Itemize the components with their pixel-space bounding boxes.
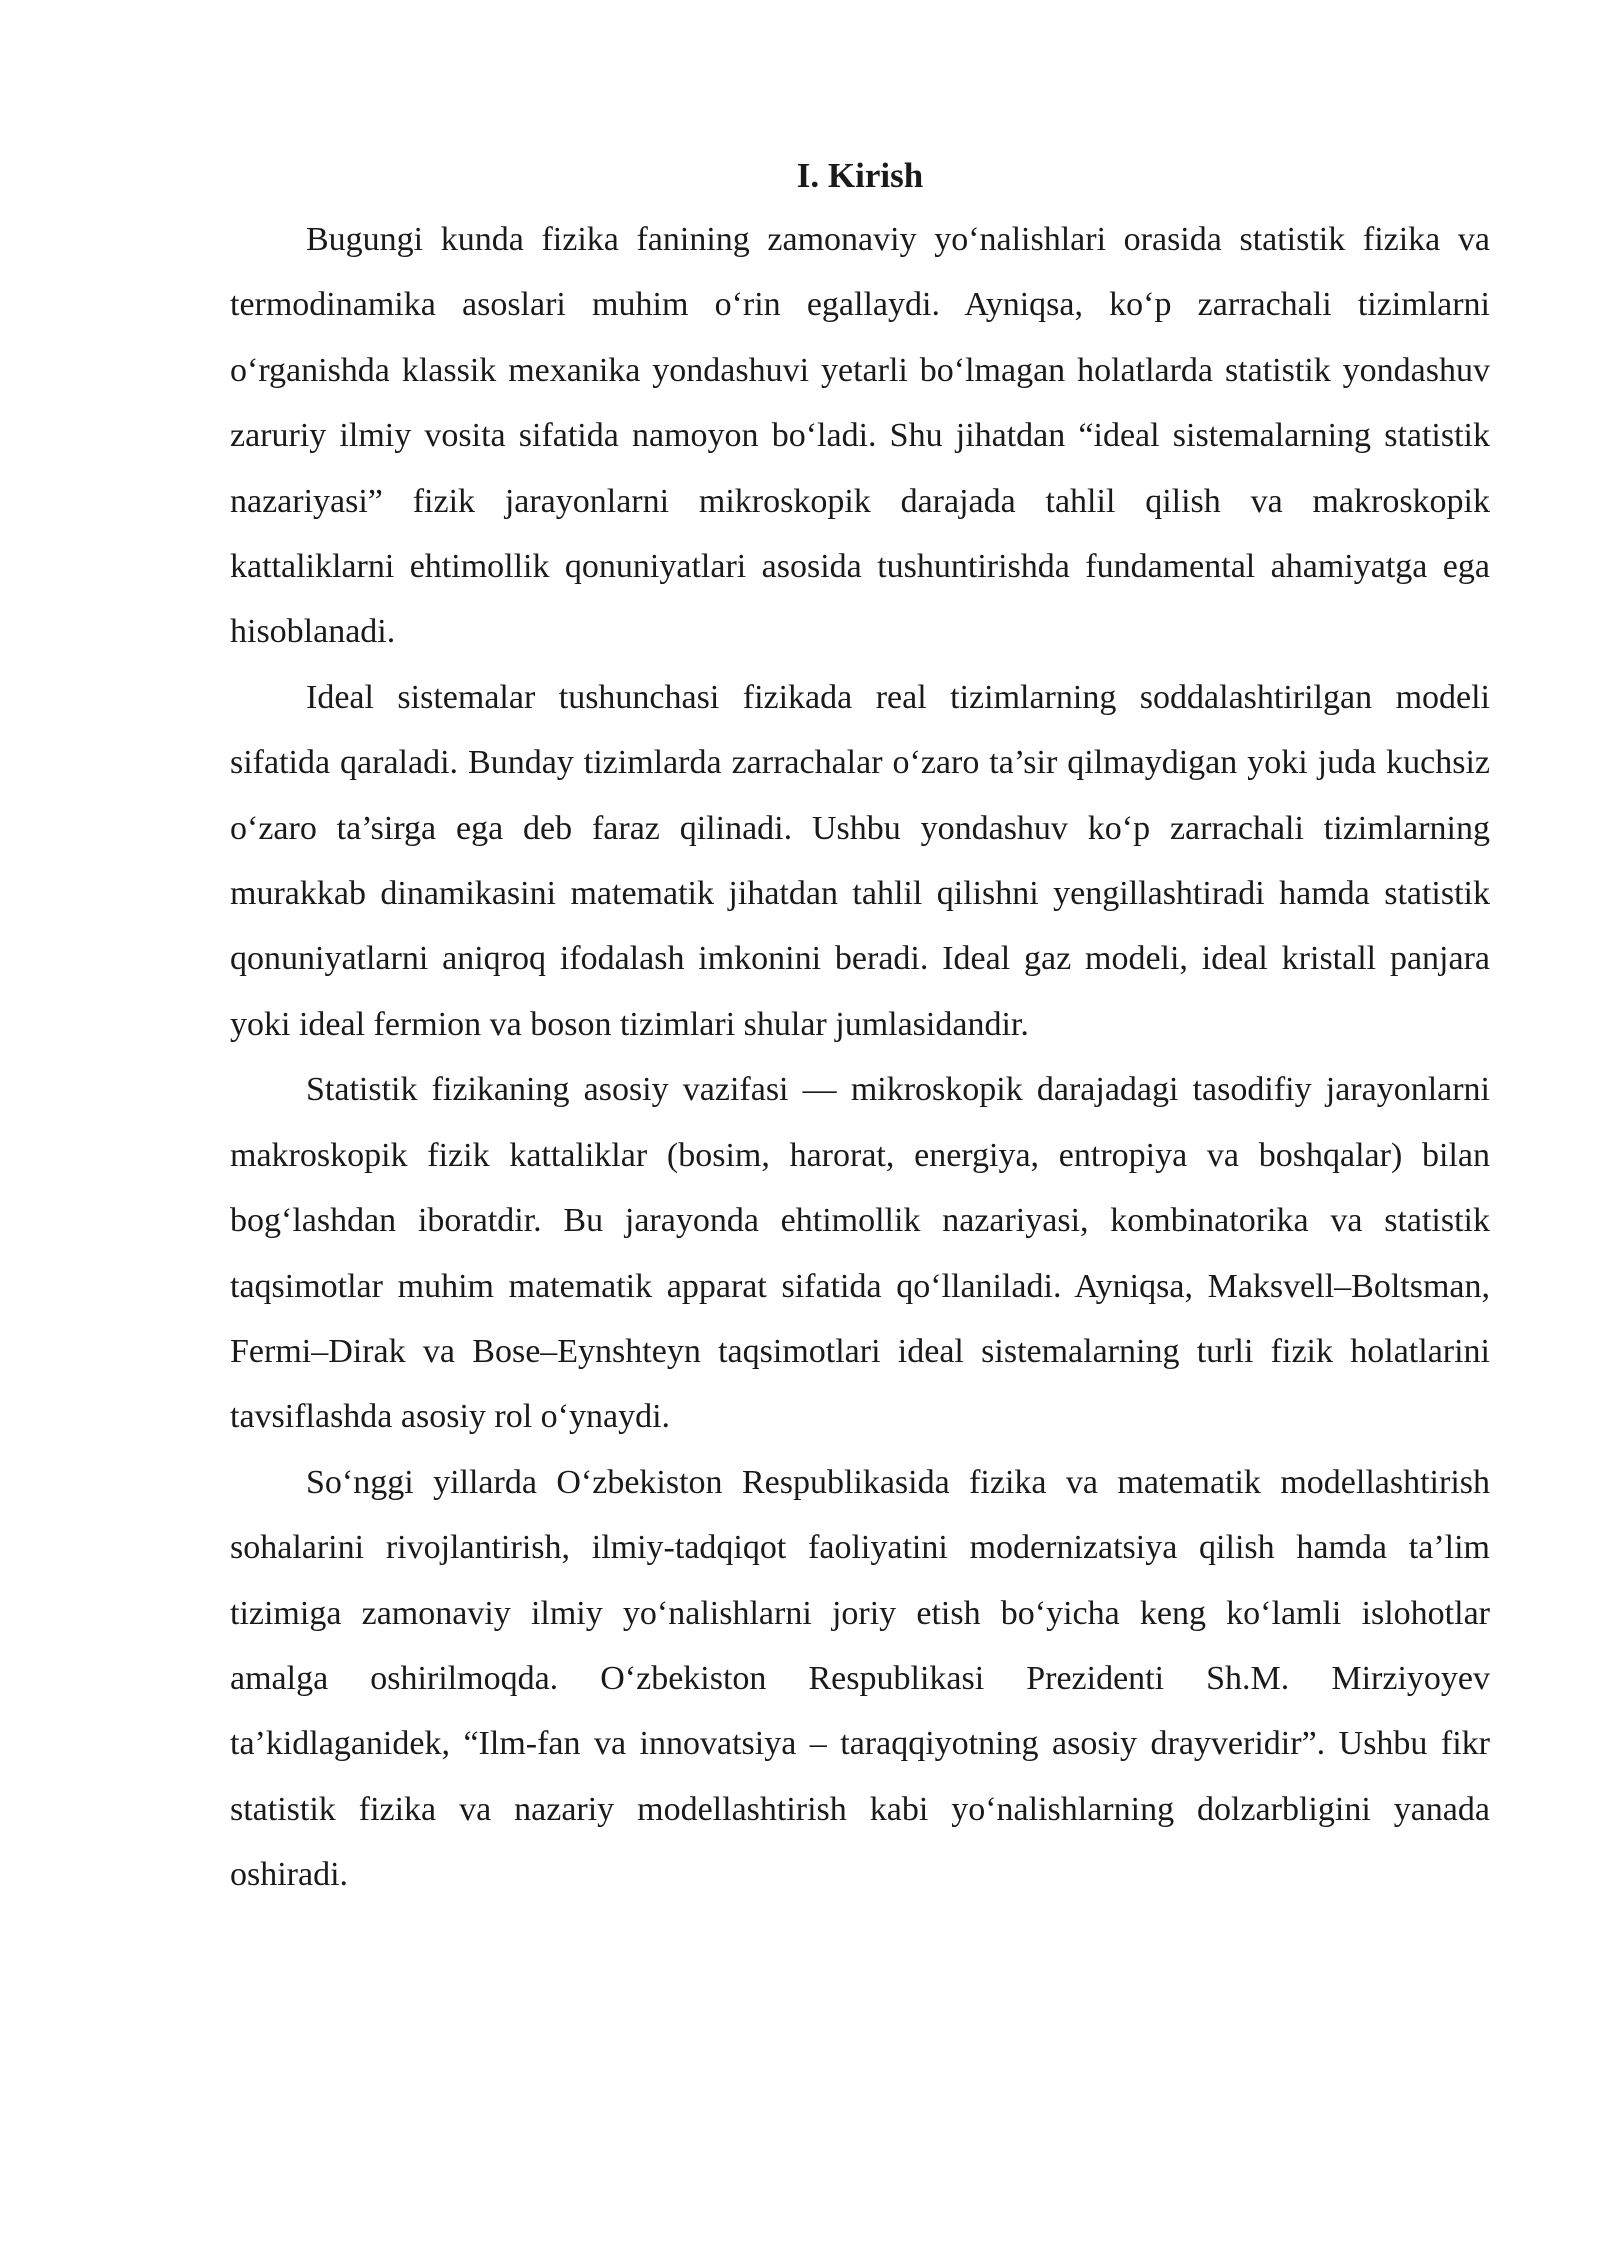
- paragraph-statistical-physics-task: Statistik fizikaning asosiy vazifasi — mikroskopik darajadagi tasodifiy jarayonlarni makroskopik fizik kattaliklar (bosim, harorat, energiya, entropiya va boshqalar) bilan bog‘lashdan iboratdir. Bu jarayonda ehtimollik nazariyasi, kombinatorika va statistik taqsimotlar muhim matematik apparat sifatida qo‘llaniladi. Ayniqsa, Maksvell–Boltsman, Fermi–Dirak va Bose–Eynshteyn taqsimotlari ideal sistemalarning turli fizik holatlarini tavsiflashda asosiy rol o‘ynaydi.: [230, 1071, 1490, 1436]
- paragraph-uzbekistan-reforms: So‘nggi yillarda O‘zbekiston Respublikasida fizika va matematik modellashtirish sohalarini rivojlantirish, ilmiy-tadqiqot faoliyatini modernizatsiya qilish hamda ta’lim tizimiga zamonaviy ilmiy yo‘nalishlarni joriy etish bo‘yicha keng ko‘lamli islohotlar amalga oshirilmoqda. O‘zbekiston Respublikasi Prezidenti Sh.M. Mirziyoyev ta’kidlaganidek, “Ilm-fan va innovatsiya – taraqqiyotning asosiy drayveridir”. Ushbu fikr statistik fizika va nazariy modellashtirish kabi yo‘nalishlarning dolzarbligini yanada oshiradi.: [230, 1463, 1490, 1894]
- paragraph-intro: Bugungi kunda fizika fanining zamonaviy yo‘nalishlari orasida statistik fizika va termodinamika asoslari muhim o‘rin egallaydi. Ayniqsa, ko‘p zarrachali tizimlarni o‘rganishda klassik mexanika yondashuvi yetarli bo‘lmagan holatlarda statistik yondashuv zaruriy ilmiy vosita sifatida namoyon bo‘ladi. Shu jihatdan “ideal sistemalarning statistik nazariyasi” fizik jarayonlarni mikroskopik darajada tahlil qilish va makroskopik kattaliklarni ehtimollik qonuniyatlari asosida tushuntirishda fundamental ahamiyatga ega hisoblanadi.: [230, 221, 1490, 651]
- section-heading: I. Kirish: [796, 156, 924, 195]
- paragraph-ideal-systems: Ideal sistemalar tushunchasi fizikada real tizimlarning soddalashtirilgan modeli sifatida qaraladi. Bunday tizimlarda zarrachalar o‘zaro ta’sir qilmaydigan yoki juda kuchsiz o‘zaro ta’sirga ega deb faraz qilinadi. Ushbu yondashuv ko‘p zarrachali tizimlarning murakkab dinamikasini matematik jihatdan tahlil qilishni yengillashtiradi hamda statistik qonuniyatlarni aniqroq ifodalash imkonini beradi. Ideal gaz modeli, ideal kristall panjara yoki ideal fermion va boson tizimlari shular jumlasidandir.: [230, 678, 1490, 1043]
- document-body: [230, 145, 1490, 1908]
